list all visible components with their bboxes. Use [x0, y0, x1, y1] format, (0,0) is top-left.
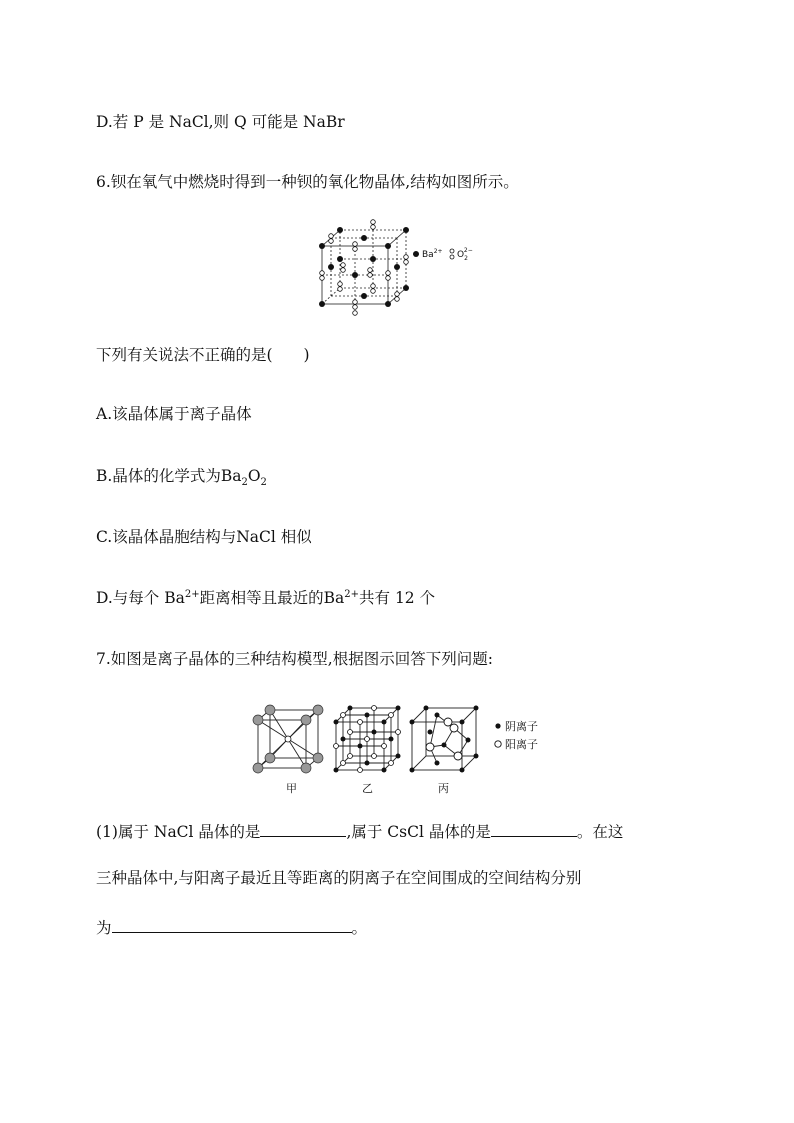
- q6-option-d-sup2: 2+: [344, 588, 360, 600]
- q6-option-b-sub1: 2: [241, 477, 248, 489]
- q7-part1-line3-pre: 为: [96, 919, 112, 937]
- legend-cation: 阳离子: [505, 738, 538, 751]
- q6-option-b-text: B.晶体的化学式为Ba: [96, 467, 242, 485]
- q6-option-c: C.该晶体晶胞结构与NaCl 相似: [96, 528, 312, 546]
- prev-option-d: D.若 P 是 NaCl,则 Q 可能是 NaBr: [96, 113, 345, 131]
- q7-stem: 7.如图是离子晶体的三种结构模型,根据图示回答下列问题:: [96, 650, 493, 668]
- q6-stem: 6.钡在氧气中燃烧时得到一种钡的氧化物晶体,结构如图所示。: [96, 173, 519, 191]
- label-jia: 甲: [286, 782, 297, 795]
- q7-part1-line1: [96, 820, 623, 842]
- q6-option-d-mid: 距离相等且最近的Ba: [199, 589, 345, 607]
- label-bing: 丙: [438, 782, 449, 795]
- answer-blank-nacl[interactable]: [260, 820, 346, 837]
- q7-part1-line3-post: 。: [351, 919, 368, 937]
- q7-part1-mid: ,属于 CsCl 晶体的是: [346, 823, 491, 841]
- answer-blank-structures[interactable]: [112, 916, 352, 933]
- answer-blank-cscl[interactable]: [491, 820, 577, 837]
- q7-part1-line2: 三种晶体中,与阳离子最近且等距离的阴离子在空间围成的空间结构分别: [96, 869, 582, 887]
- svg-text:O22−: $O_22-$: [457, 247, 473, 262]
- q6-option-d-sup1: 2+: [184, 588, 200, 600]
- q7-part1-post: 。在这: [576, 823, 624, 841]
- q7-part1-pre: (1)属于 NaCl 晶体的是: [96, 823, 261, 841]
- q6-option-d-pre: D.与每个 Ba: [96, 589, 185, 607]
- q6-option-d-post: 共有 12 个: [359, 589, 436, 607]
- q6-crystal-figure: [312, 218, 482, 318]
- label-yi: 乙: [362, 782, 373, 795]
- q6-option-b: [96, 466, 267, 489]
- legend-anion: 阴离子: [505, 720, 538, 733]
- q6-option-b-mid: O: [247, 467, 261, 485]
- q6-option-d: [96, 588, 435, 608]
- q7-crystal-models-figure: [250, 700, 550, 800]
- q6-option-a: A.该晶体属于离子晶体: [96, 405, 252, 423]
- q6-option-b-sub2: 2: [260, 477, 267, 489]
- q6-prompt: 下列有关说法不正确的是( ): [96, 346, 310, 364]
- q7-part1-line3: [96, 916, 367, 938]
- svg-text:Ba2+: $Ba^{2+}$: [422, 248, 443, 260]
